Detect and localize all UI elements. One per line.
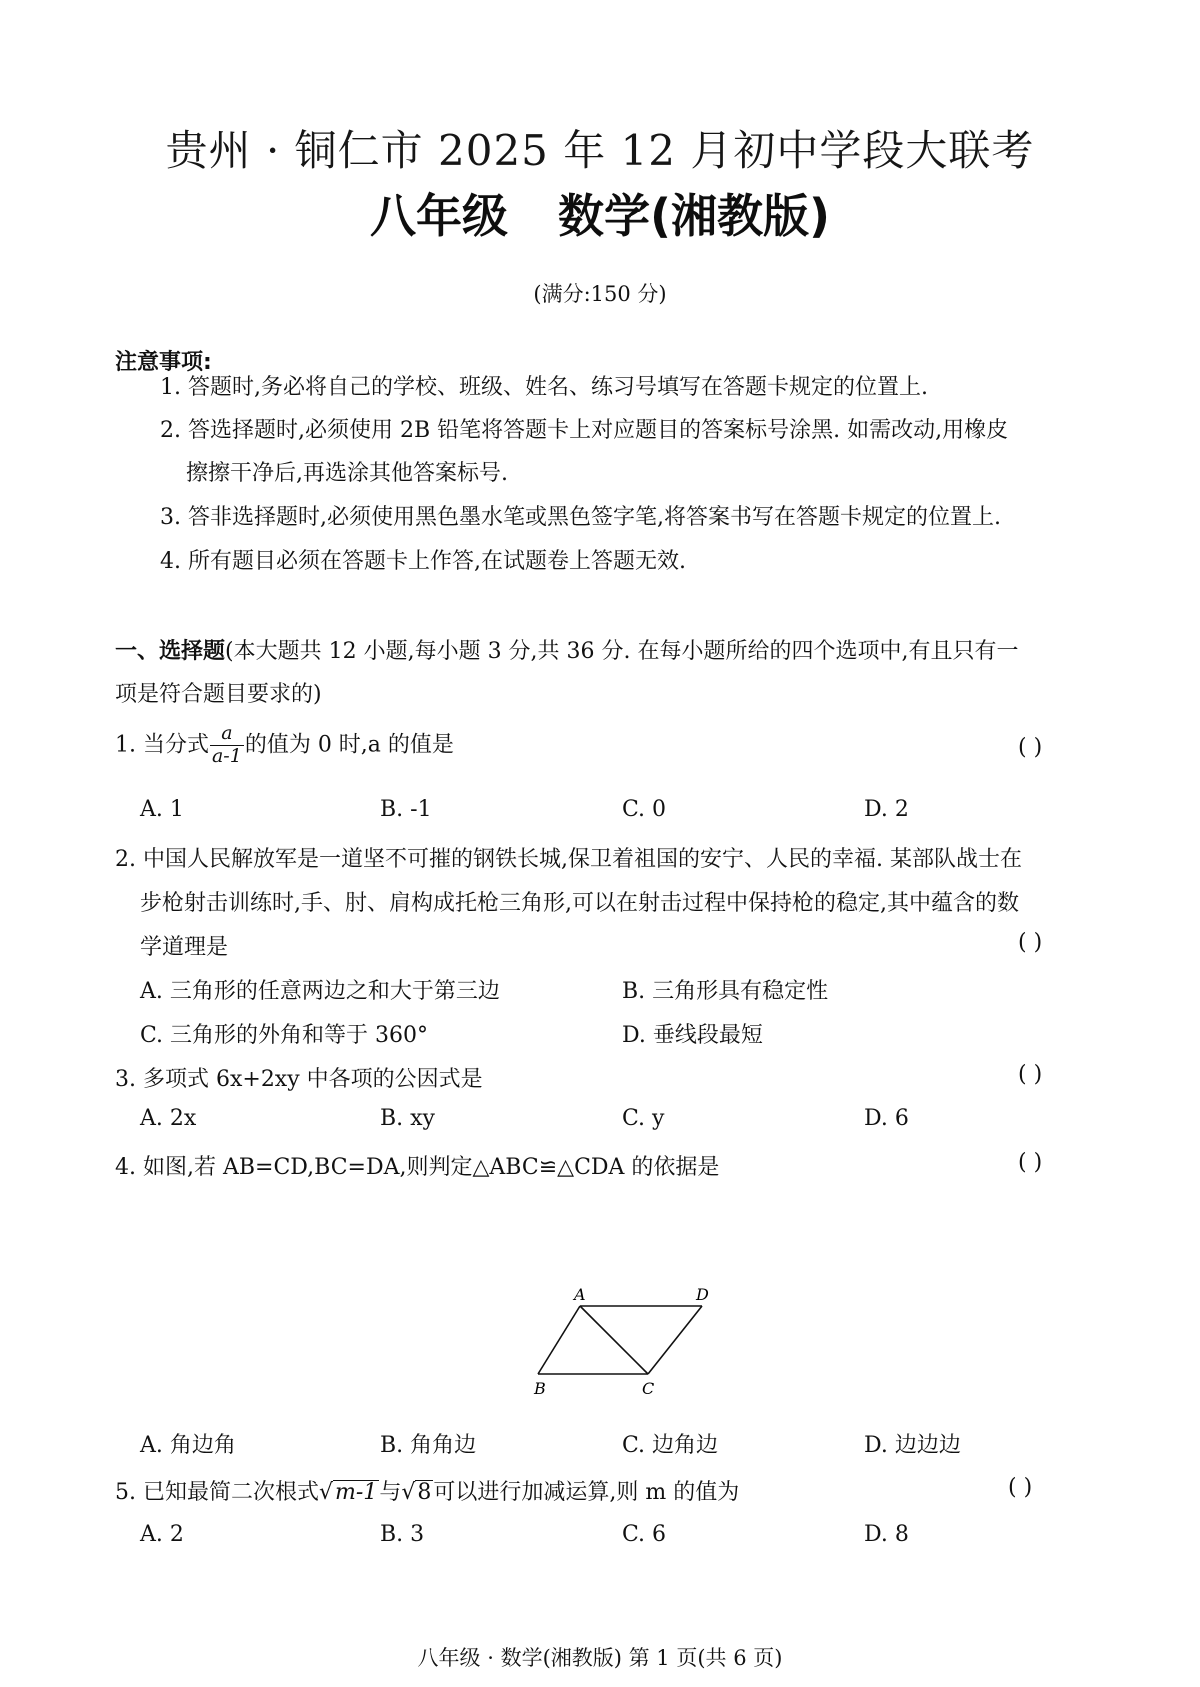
q3-option-d: D. 6 xyxy=(864,1106,909,1131)
section-desc-cont: 项是符合题目要求的) xyxy=(115,682,322,707)
q2-option-d: D. 垂线段最短 xyxy=(622,1023,763,1048)
subject-label: 数学(湘教版) xyxy=(557,189,831,243)
notice-item-4: 4. 所有题目必须在答题卡上作答,在试题卷上答题无效. xyxy=(160,549,686,574)
q5-post: 可以进行加减运算,则 m 的值为 xyxy=(433,1480,740,1505)
q1-frac-den: a-1 xyxy=(211,744,242,767)
exam-title: 贵州 · 铜仁市 2025 年 12 月初中学段大联考 xyxy=(165,126,1035,175)
q5-mid: 与 xyxy=(379,1480,402,1505)
section-desc: (本大题共 12 小题,每小题 3 分,共 36 分. 在每小题所给的四个选项中,有且只有一 xyxy=(225,639,1019,664)
question-2-line-1: 2. 中国人民解放军是一道坚不可摧的钢铁长城,保卫着祖国的安宁、人民的幸福. 某部队战士在 xyxy=(115,847,1022,872)
question-5: 5. 已知最简二次根式√m-1与√8可以进行加减运算,则 m 的值为 xyxy=(115,1480,740,1505)
notice-item-3: 3. 答非选择题时,必须使用黑色墨水笔或黑色签字笔,将答案书写在答题卡规定的位置上. xyxy=(160,505,1001,530)
q3-option-a: A. 2x xyxy=(140,1106,197,1131)
q2-answer-blank: ( ) xyxy=(1018,930,1043,955)
q5-answer-blank: ( ) xyxy=(1008,1475,1033,1500)
q1-pre: 1. 当分式 xyxy=(115,732,209,758)
question-1 xyxy=(115,723,454,768)
q5-option-d: D. 8 xyxy=(864,1522,909,1547)
section-heading xyxy=(115,634,1019,665)
q5-radical-2: 8 xyxy=(417,1480,432,1505)
q1-post: 的值为 0 时,a 的值是 xyxy=(244,732,454,758)
question-4: 4. 如图,若 AB=CD,BC=DA,则判定△ABC≌△CDA 的依据是 xyxy=(115,1155,720,1180)
q5-pre: 5. 已知最简二次根式 xyxy=(115,1480,319,1505)
q2-option-c: C. 三角形的外角和等于 360° xyxy=(140,1023,429,1048)
q3-option-c: C. y xyxy=(622,1106,665,1131)
q4-option-b: B. 角角边 xyxy=(380,1433,477,1458)
q5-option-c: C. 6 xyxy=(622,1522,667,1547)
question-2-line-2: 步枪射击训练时,手、肘、肩构成托枪三角形,可以在射击过程中保持枪的稳定,其中蕴含的数 xyxy=(140,891,1019,916)
q4-option-c: C. 边角边 xyxy=(622,1433,719,1458)
q1-option-a: A. 1 xyxy=(140,797,184,822)
page-footer: 八年级 · 数学(湘教版) 第 1 页(共 6 页) xyxy=(417,1646,783,1670)
section-label: 一、选择题 xyxy=(115,639,226,664)
q1-option-d: D. 2 xyxy=(864,797,909,822)
q1-frac-num: a xyxy=(210,723,244,746)
q1-option-b: B. -1 xyxy=(380,797,432,822)
segment-ac xyxy=(580,1306,648,1374)
label-a: A xyxy=(574,1285,586,1304)
q5-option-b: B. 3 xyxy=(380,1522,425,1547)
q4-option-d: D. 边边边 xyxy=(864,1433,961,1458)
q3-answer-blank: ( ) xyxy=(1018,1062,1043,1087)
segment-ba xyxy=(538,1306,580,1374)
parallelogram-figure xyxy=(520,1282,720,1408)
notice-item-2-cont: 擦擦干净后,再选涂其他答案标号. xyxy=(186,461,508,486)
label-b: B xyxy=(534,1379,546,1398)
q3-option-b: B. xy xyxy=(380,1106,435,1131)
notice-heading: 注意事项: xyxy=(115,350,212,375)
notice-item-2: 2. 答选择题时,必须使用 2B 铅笔将答题卡上对应题目的答案标号涂黑. 如需改动,用橡皮 xyxy=(160,418,1009,443)
label-c: C xyxy=(642,1379,655,1398)
grade-label: 八年级 xyxy=(369,189,508,243)
q1-option-c: C. 0 xyxy=(622,797,667,822)
q1-answer-blank: ( ) xyxy=(1018,735,1043,760)
label-d: D xyxy=(696,1285,709,1304)
question-3: 3. 多项式 6x+2xy 中各项的公因式是 xyxy=(115,1067,483,1092)
q5-option-a: A. 2 xyxy=(140,1522,184,1547)
q2-option-b: B. 三角形具有稳定性 xyxy=(622,979,829,1004)
q5-radical-1: m-1 xyxy=(335,1480,378,1505)
q2-option-a: A. 三角形的任意两边之和大于第三边 xyxy=(140,979,500,1004)
segment-dc xyxy=(648,1306,702,1374)
q4-option-a: A. 角边角 xyxy=(140,1433,236,1458)
q4-answer-blank: ( ) xyxy=(1018,1150,1043,1175)
notice-item-1: 1. 答题时,务必将自己的学校、班级、姓名、练习号填写在答题卡规定的位置上. xyxy=(160,375,928,400)
question-2-line-3: 学道理是 xyxy=(140,935,229,960)
full-score: (满分:150 分) xyxy=(533,282,667,306)
q1-fraction xyxy=(210,723,244,768)
exam-subtitle xyxy=(0,180,1200,246)
